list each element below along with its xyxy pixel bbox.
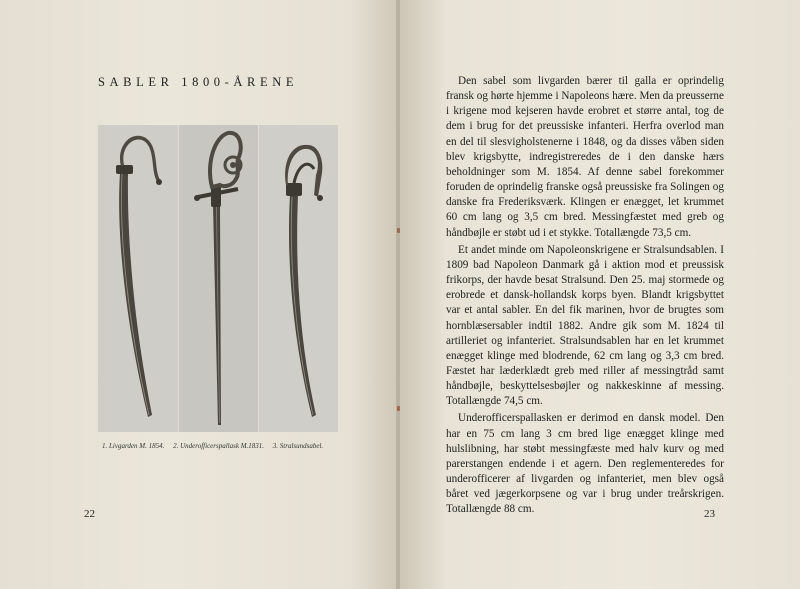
- photo-panel-3: [258, 125, 338, 432]
- page-number-right: 23: [704, 508, 715, 520]
- paragraph: Den sabel som livgarden bærer til galla er oprindelig fransk og hørte hjemme i Napoleons hære. Men da preusserne i krigene mod kejseren havde erobret et større antal, tog de dem i brug for det preussiske infanteri. Herfra overlod man en del til slesvigholstenerne i 1848, og da disses våben siden blev krigsbytte, indregistreredes de i den danske hærs beholdninger som M. 1854. Af denne sabel forekommer foruden de oprindelig franske også preussiske fra Solingen og danske fra Frederiksværk. Klingen er enægget, let krummet 60 cm lang og 3,5 cm bred. Messingfæstet med greb og håndbøjle er støbt ud i et stykke. Totallængde 73,5 cm.: [446, 75, 724, 239]
- photo-panel-2: [178, 125, 258, 432]
- left-page: [0, 0, 398, 589]
- paragraph: Et andet minde om Napoleonskrigene er Stralsundsablen. I 1809 bad Napoleon Danmark gå i aktion mod et preussisk frikorps, der havde besat Stralsund. Den 25. maj stormede og erobrede et dansk-hollandsk korps byen. Blandt krigsbyttet var et antal sabler. En del fik marinen, hvor de brugtes som hornblæsersabler indtil 1882. Andre gik som M. 1824 til artilleriet og infanteriet. Stralsundsablen har en let krummet enægget klinge med blodrende, 62 cm lang og 3,3 cm bred. Fæstet har læderklædt greb med riller af messingtråd samt håndbøjle, beskyttelsesbøjler og nakkeskinne af messing. Totallængde 74,5 cm.: [446, 243, 724, 408]
- caption-item-1: 1. Livgarden M. 1854.: [102, 442, 165, 450]
- binding-thread-mark: [397, 406, 400, 411]
- page-number-left: 22: [84, 508, 95, 520]
- caption-item-3: 3. Stralsundsabel.: [272, 442, 324, 450]
- book-gutter: [396, 0, 400, 589]
- photo-panel-1: [98, 125, 178, 432]
- sabres-photograph: [98, 125, 338, 432]
- caption-item-2: 2. Underofficerspallask M.1831.: [173, 442, 265, 450]
- page-heading: SABLER 1800-ÅRENE: [98, 75, 299, 89]
- photo-caption: [102, 442, 330, 450]
- body-text: [446, 74, 724, 518]
- paragraph: Underofficerspallasken er derimod en dansk model. Den har en 75 cm lang 3 cm bred lige enægget klinge med hulslibning, har støbt messingfæste med halv kurv og med parerstangen endende i et agern. Den reglementeredes for underofficerer af livgarden og infanteriet, men blev også båret ved jægerkorpsene og var i brug under treårskrigen. Totallængde 88 cm.: [446, 412, 724, 516]
- binding-thread-mark: [397, 228, 400, 233]
